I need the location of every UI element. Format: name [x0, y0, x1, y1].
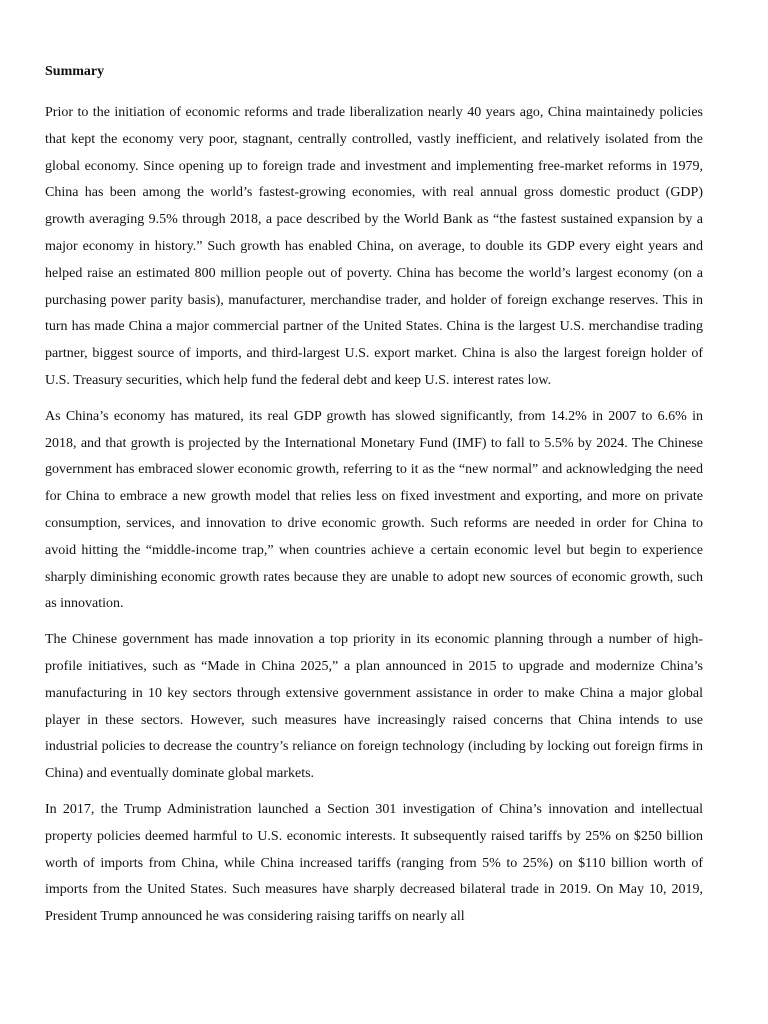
- section-heading: Summary: [45, 64, 105, 79]
- paragraph-innovation: The Chinese government has made innovation a top priority in its economic planning through a number of high-profile initiatives, such as “Made in China 2025,” a plan announced in 2015 to upgrade and modernize China’s manufacturing in 10 key sectors through extensive government assistance in order to make China a major global player in these sectors. However, such measures have increasingly raised concerns that China intends to use industrial policies to decrease the country’s reliance on foreign technology (including by locking out foreign firms in China) and eventually dominate global markets.: [45, 632, 703, 782]
- paragraph-gdp-slowdown: As China’s economy has matured, its real GDP growth has slowed significantly, from 14.2% in 2007 to 6.6% in 2018, and that growth is projected by the International Monetary Fund (IMF) to fall to 5.5% by 2024. The Chinese government has embraced slower economic growth, referring to it as the “new normal” and acknowledging the need for China to embrace a new growth model that relies less on fixed investment and exporting, and more on private consumption, services, and innovation to drive economic growth. Such reforms are needed in order for China to avoid hitting the “middle-income trap,” when countries achieve a certain economic level but begin to experience sharply diminishing economic growth rates because they are unable to adopt new sources of economic growth, such as innovation.: [45, 408, 703, 612]
- paragraph-tariffs: In 2017, the Trump Administration launched a Section 301 investigation of China’s innovation and intellectual property policies deemed harmful to U.S. economic interests. It subsequently raised tariffs by 25% on $250 billion worth of imports from China, while China increased tariffs (ranging from 5% to 25%) on $110 billion worth of imports from the United States. Such measures have sharply decreased bilateral trade in 2019. On May 10, 2019, President Trump announced he was considering raising tariffs on nearly all: [45, 801, 703, 925]
- paragraph-economic-reforms: Prior to the initiation of economic reforms and trade liberalization nearly 40 years ago, China maintainedy policies that kept the economy very poor, stagnant, centrally controlled, vastly inefficient, and relatively isolated from the global economy. Since opening up to foreign trade and investment and implementing free-market reforms in 1979, China has been among the world’s fastest-growing economies, with real annual gross domestic product (GDP) growth averaging 9.5% through 2018, a pace described by the World Bank as “the fastest sustained expansion by a major economy in history.” Such growth has enabled China, on average, to double its GDP every eight years and helped raise an estimated 800 million people out of poverty. China has become the world’s largest economy (on a purchasing power parity basis), manufacturer, merchandise trader, and holder of foreign exchange reserves. This in turn has made China a major commercial partner of the United States. China is the largest U.S. merchandise trading partner, biggest source of imports, and third-largest U.S. export market. China is also the largest foreign holder of U.S. Treasury securities, which help fund the federal debt and keep U.S. interest rates low.: [45, 105, 703, 388]
- document-page: [45, 63, 703, 940]
